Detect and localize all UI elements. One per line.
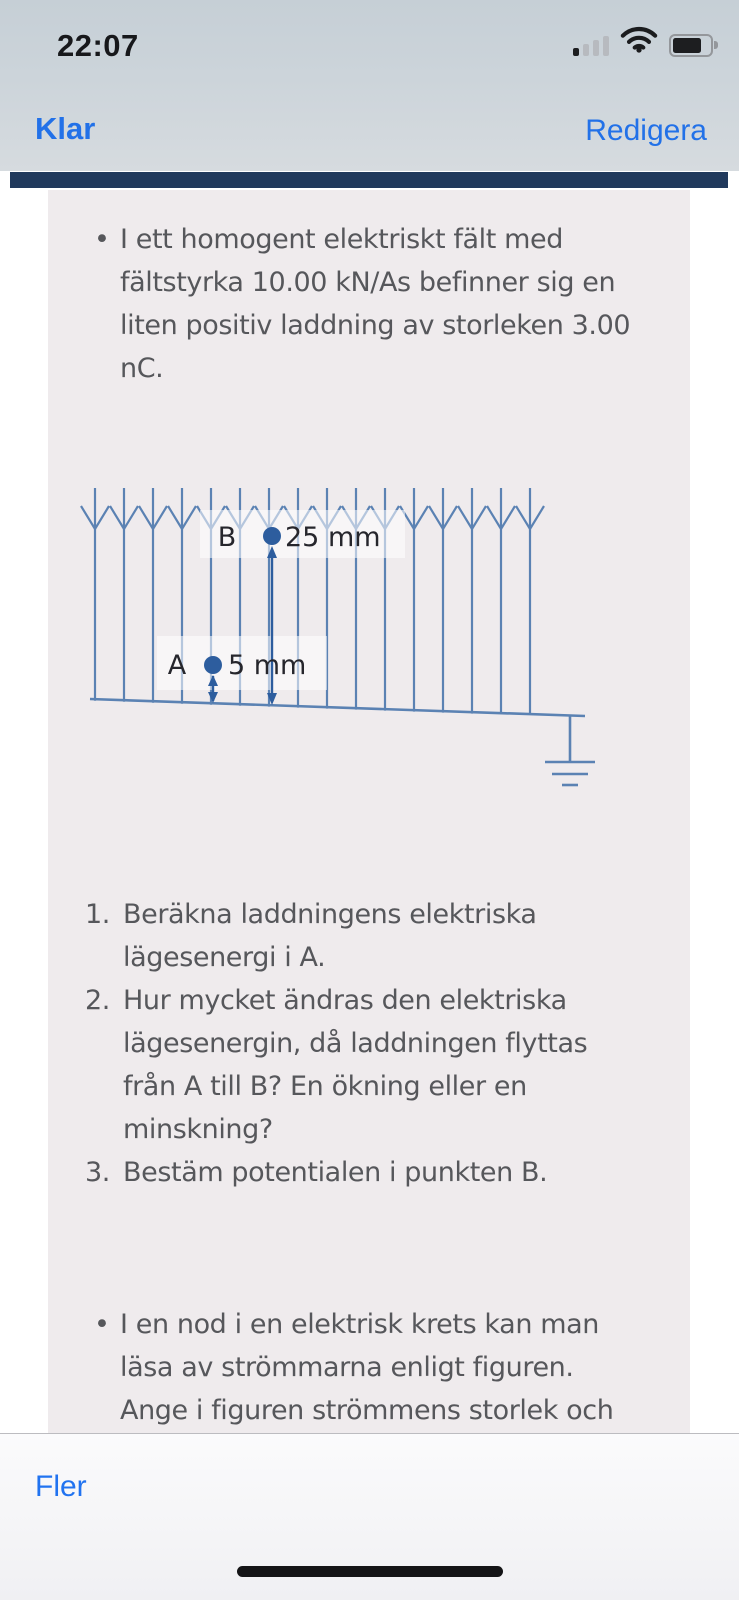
item-number: 3. (85, 1157, 110, 1188)
document-content-panel (48, 190, 690, 1433)
distance-b-label: 25 mm (285, 522, 381, 553)
cellular-signal-icon (573, 36, 609, 57)
home-indicator[interactable] (237, 1566, 503, 1577)
text-line: nC. (120, 353, 164, 384)
point-b-label: B (217, 522, 237, 553)
status-icons (573, 31, 713, 57)
list-item (85, 979, 587, 1151)
header (0, 0, 739, 171)
item-number: 2. (85, 985, 110, 1016)
text-line: läsa av strömmarna enligt figuren. (120, 1352, 574, 1383)
text-line: I ett homogent elektriskt fält med (120, 224, 563, 255)
bottom-toolbar (0, 1433, 739, 1600)
wifi-icon (620, 26, 658, 57)
text-line: Bestäm potentialen i punkten B. (123, 1157, 548, 1188)
document-header-bar (10, 172, 728, 188)
text-line: Ange i figuren strömmens storlek och (120, 1395, 614, 1426)
edit-button[interactable]: Redigera (585, 114, 707, 147)
text-line: minskning? (123, 1114, 273, 1145)
point-a-dot (204, 656, 222, 674)
electric-field-diagram (48, 470, 690, 800)
battery-icon (669, 34, 713, 57)
problem1-bullet (94, 218, 630, 390)
list-item (85, 1151, 587, 1194)
text-line: I en nod i en elektrisk krets kan man (120, 1309, 599, 1340)
text-line: fältstyrka 10.00 kN/As befinner sig en (120, 267, 616, 298)
done-button[interactable]: Klar (35, 111, 96, 146)
item-number: 1. (85, 899, 110, 930)
list-item (85, 893, 587, 979)
status-time: 22:07 (57, 28, 139, 63)
bullet-marker: • (94, 1309, 110, 1340)
text-line: lägesenergin, då laddningen flyttas (123, 1028, 588, 1059)
distance-a-label: 5 mm (228, 650, 307, 681)
text-line: Hur mycket ändras den elektriska (123, 985, 567, 1016)
point-a-label: A (167, 650, 187, 681)
text-line: från A till B? En ökning eller en (123, 1071, 527, 1102)
more-button[interactable]: Fler (35, 1470, 87, 1503)
point-b-dot (263, 527, 281, 545)
text-line: liten positiv laddning av storleken 3.00 (120, 310, 631, 341)
problem2-bullet (94, 1303, 613, 1432)
bullet-marker: • (94, 224, 110, 255)
question-list (85, 893, 587, 1194)
text-line: lägesenergi i A. (123, 942, 326, 973)
text-line: Beräkna laddningens elektriska (123, 899, 537, 930)
document-preview (0, 171, 739, 1433)
